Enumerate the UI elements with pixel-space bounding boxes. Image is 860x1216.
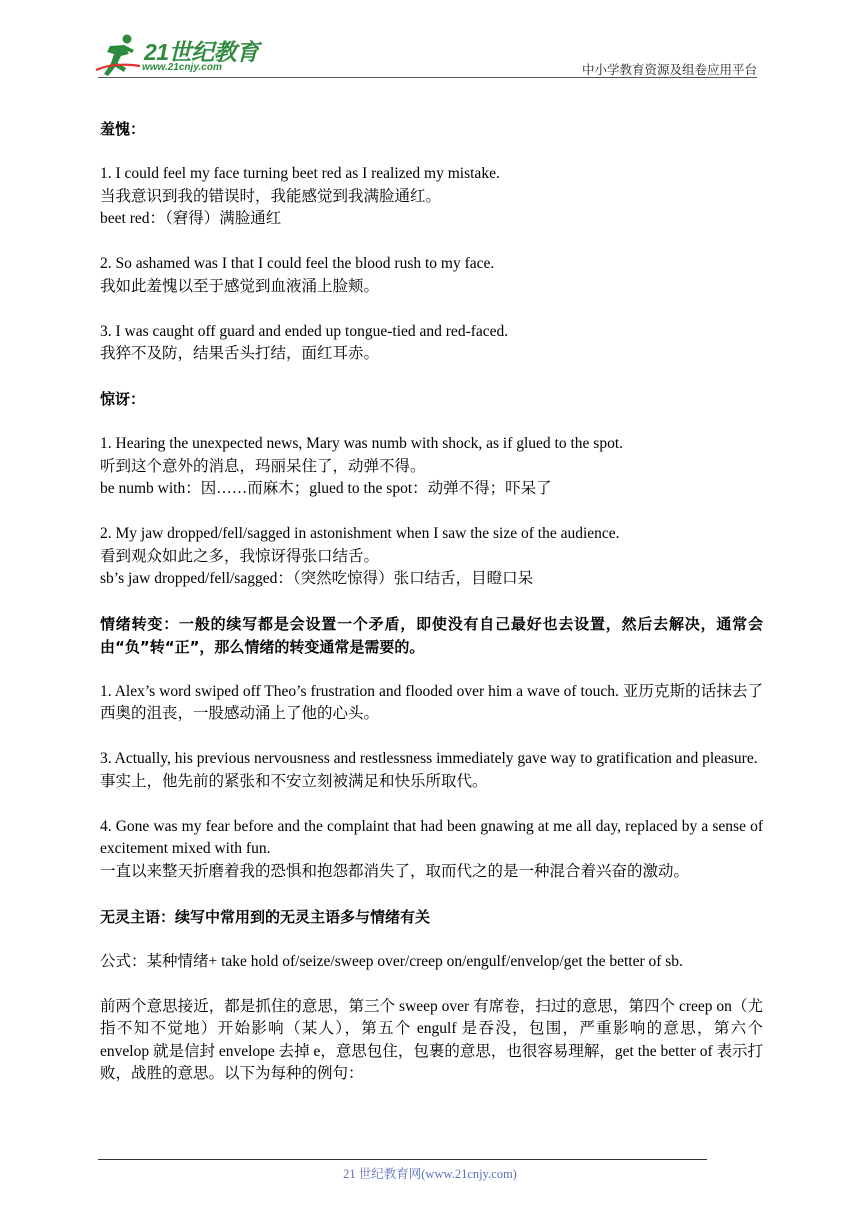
section-heading-emotion-change: 情绪转变：一般的续写都是会设置一个矛盾，即使没有自己最好也去设置，然后去解决，通常会由“负”转“正”，那么情绪的转变通常是需要的。 [100,615,763,656]
example-sentence-zh: 看到观众如此之多，我惊讶得张口结舌。 [100,547,380,565]
example-sentence-en: 1. Hearing the unexpected news, Mary was numb with shock, as if glued to the spot. [100,435,624,452]
logo-text: 21世纪教育 [144,39,259,65]
section-heading-surprise: 惊讶： [100,390,146,408]
example-sentence-en: 3. Actually, his previous nervousness and restlessness immediately gave way to gratification and pleasure. [100,750,758,767]
example-sentence-en: 2. My jaw dropped/fell/sagged in astonishment when I saw the size of the audience. [100,525,620,542]
site-logo[interactable] [94,32,264,78]
phrase-note: sb’s jaw dropped/fell/sagged：（突然吃惊得）张口结舌，目瞪口呆 [100,570,534,587]
formula-text: 公式：某种情绪+ take hold of/seize/sweep over/creep on/engulf/envelop/get the better of sb. [100,952,683,970]
page-footer[interactable]: 21 世纪教育网(www.21cnjy.com) [343,1167,517,1181]
example-sentence-zh: 听到这个意外的消息，玛丽呆住了，动弹不得。 [100,457,426,475]
phrase-note: beet red：（窘得）满脸通红 [100,210,282,227]
document-body [100,118,763,1086]
example-sentence-zh: 事实上，他先前的紧张和不安立刻被满足和快乐所取代。 [100,772,488,790]
example-sentence-zh: 我猝不及防，结果舌头打结，面红耳赤。 [100,345,380,362]
section-heading-shame: 羞愧： [100,120,146,138]
header-divider [98,77,757,78]
explanation-paragraph: 前两个意思接近，都是抓住的意思，第三个 sweep over 有席卷，扫过的意思，第四个 creep on（尤指不知不觉地）开始影响（某人），第五个 engulf 是吞没，包围，严重影响的意思，第六个 envelop 就是信封 envelope 去掉 e，意思包住，包裹的意思，也很容易理解，get the better of 表示打败，战胜的意思。以下为每种的例句： [100,997,763,1082]
phrase-note: be numb with：因……而麻木；glued to the spot：动弹不得；吓呆了 [100,480,552,497]
example-sentence: 1. Alex’s word swiped off Theo’s frustration and flooded over him a wave of touch. 亚历克斯的话抹去了西奥的沮丧，一股感动涌上了他的心头。 [100,682,763,722]
example-sentence-en: 2. So ashamed was I that I could feel the blood rush to my face. [100,255,495,272]
logo-url: www.21cnjy.com [142,62,222,73]
page-header [0,0,860,90]
section-heading-inanimate-subject: 无灵主语：续写中常用到的无灵主语多与情绪有关 [100,907,431,926]
example-sentence-zh: 当我意识到我的错误时，我能感觉到我满脸通红。 [100,187,442,205]
example-sentence-en: 1. I could feel my face turning beet red as I realized my mistake. [100,165,500,182]
example-sentence-zh: 我如此羞愧以至于感觉到血液涌上脸颊。 [100,277,380,295]
runner-icon [94,32,142,78]
example-sentence-en: 4. Gone was my fear before and the complaint that had been gnawing at me all day, replaced by a sense of excitement mixed with fun. [100,817,763,857]
footer-divider [98,1159,707,1160]
example-sentence-zh: 一直以来整天折磨着我的恐惧和抱怨都消失了，取而代之的是一种混合着兴奋的激动。 [100,862,690,880]
header-platform-name: 中小学教育资源及组卷应用平台 [581,63,757,77]
example-sentence-en: 3. I was caught off guard and ended up tongue-tied and red-faced. [100,322,509,340]
